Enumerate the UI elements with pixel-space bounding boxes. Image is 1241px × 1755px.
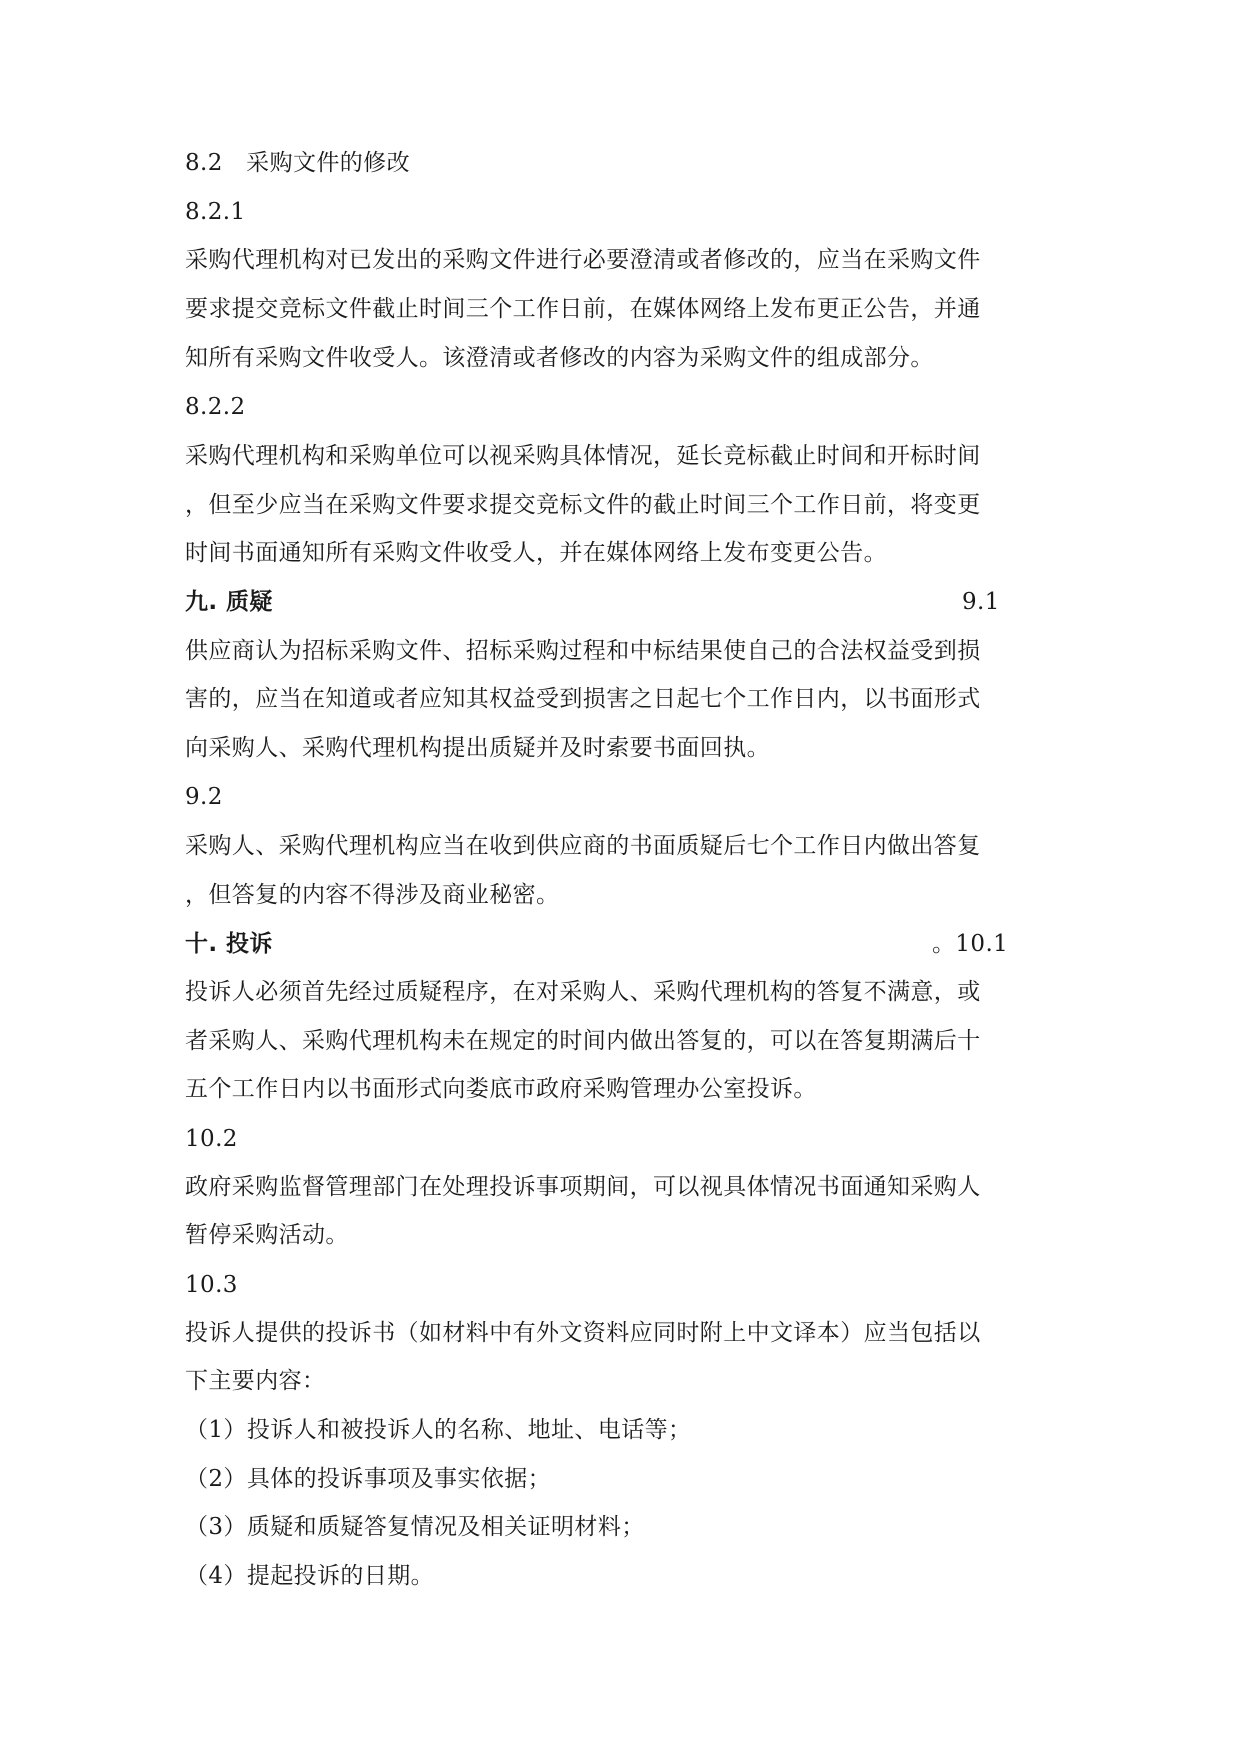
- clause-8-2-1-number: 8.2.1: [185, 199, 246, 225]
- clause-10-2-line-1: 政府采购监督管理部门在处理投诉事项期间，可以视具体情况书面通知采购人: [185, 1174, 981, 1200]
- clause-8-2-1-line-1: 采购代理机构对已发出的采购文件进行必要澄清或者修改的，应当在采购文件: [185, 247, 981, 273]
- clause-10-1-line-1: 投诉人必须首先经过质疑程序，在对采购人、采购代理机构的答复不满意，或: [185, 979, 981, 1005]
- clause-8-2-2-line-2: ，但至少应当在采购文件要求提交竞标文件的截止时间三个工作日前，将变更: [185, 492, 981, 518]
- list-item: （2）具体的投诉事项及事实依据；: [185, 1466, 552, 1492]
- clause-10-2-number: 10.2: [185, 1126, 238, 1152]
- section-8-2-title: 8.2 采购文件的修改: [185, 150, 410, 176]
- clause-10-3-line-1: 投诉人提供的投诉书（如材料中有外文资料应同时附上中文译本）应当包括以: [185, 1320, 981, 1346]
- clause-9-1-line-3: 向采购人、采购代理机构提出质疑并及时索要书面回执。: [185, 735, 770, 761]
- clause-10-1-number: 。10.1: [932, 931, 1009, 957]
- clause-9-2-line-1: 采购人、采购代理机构应当在收到供应商的书面质疑后七个工作日内做出答复: [185, 833, 981, 859]
- clause-10-3-number: 10.3: [185, 1272, 238, 1298]
- clause-10-1-line-3: 五个工作日内以书面形式向娄底市政府采购管理办公室投诉。: [185, 1076, 817, 1102]
- clause-8-2-2-line-3: 时间书面通知所有采购文件收受人，并在媒体网络上发布变更公告。: [185, 540, 887, 566]
- list-item: （1）投诉人和被投诉人的名称、地址、电话等；: [185, 1417, 692, 1443]
- clause-9-1-line-2: 害的，应当在知道或者应知其权益受到损害之日起七个工作日内，以书面形式: [185, 686, 981, 712]
- section-9-heading: 九. 质疑: [185, 589, 273, 615]
- clause-10-1-line-2: 者采购人、采购代理机构未在规定的时间内做出答复的，可以在答复期满后十: [185, 1028, 981, 1054]
- clause-10-3-line-2: 下主要内容：: [185, 1368, 326, 1394]
- clause-9-1-number: 9.1: [962, 589, 1000, 615]
- clause-9-2-number: 9.2: [185, 784, 223, 810]
- clause-10-2-line-2: 暂停采购活动。: [185, 1222, 349, 1248]
- clause-8-2-1-line-3: 知所有采购文件收受人。该澄清或者修改的内容为采购文件的组成部分。: [185, 345, 934, 371]
- clause-8-2-2-line-1: 采购代理机构和采购单位可以视采购具体情况，延长竞标截止时间和开标时间: [185, 443, 981, 469]
- clause-9-1-line-1: 供应商认为招标采购文件、招标采购过程和中标结果使自己的合法权益受到损: [185, 638, 981, 664]
- clause-9-2-line-2: ，但答复的内容不得涉及商业秘密。: [185, 882, 560, 908]
- list-item: （4）提起投诉的日期。: [185, 1563, 435, 1589]
- list-item: （3）质疑和质疑答复情况及相关证明材料；: [185, 1514, 645, 1540]
- clause-8-2-1-line-2: 要求提交竞标文件截止时间三个工作日前，在媒体网络上发布更正公告，并通: [185, 296, 981, 322]
- clause-8-2-2-number: 8.2.2: [185, 394, 246, 420]
- section-10-heading: 十. 投诉: [185, 931, 273, 957]
